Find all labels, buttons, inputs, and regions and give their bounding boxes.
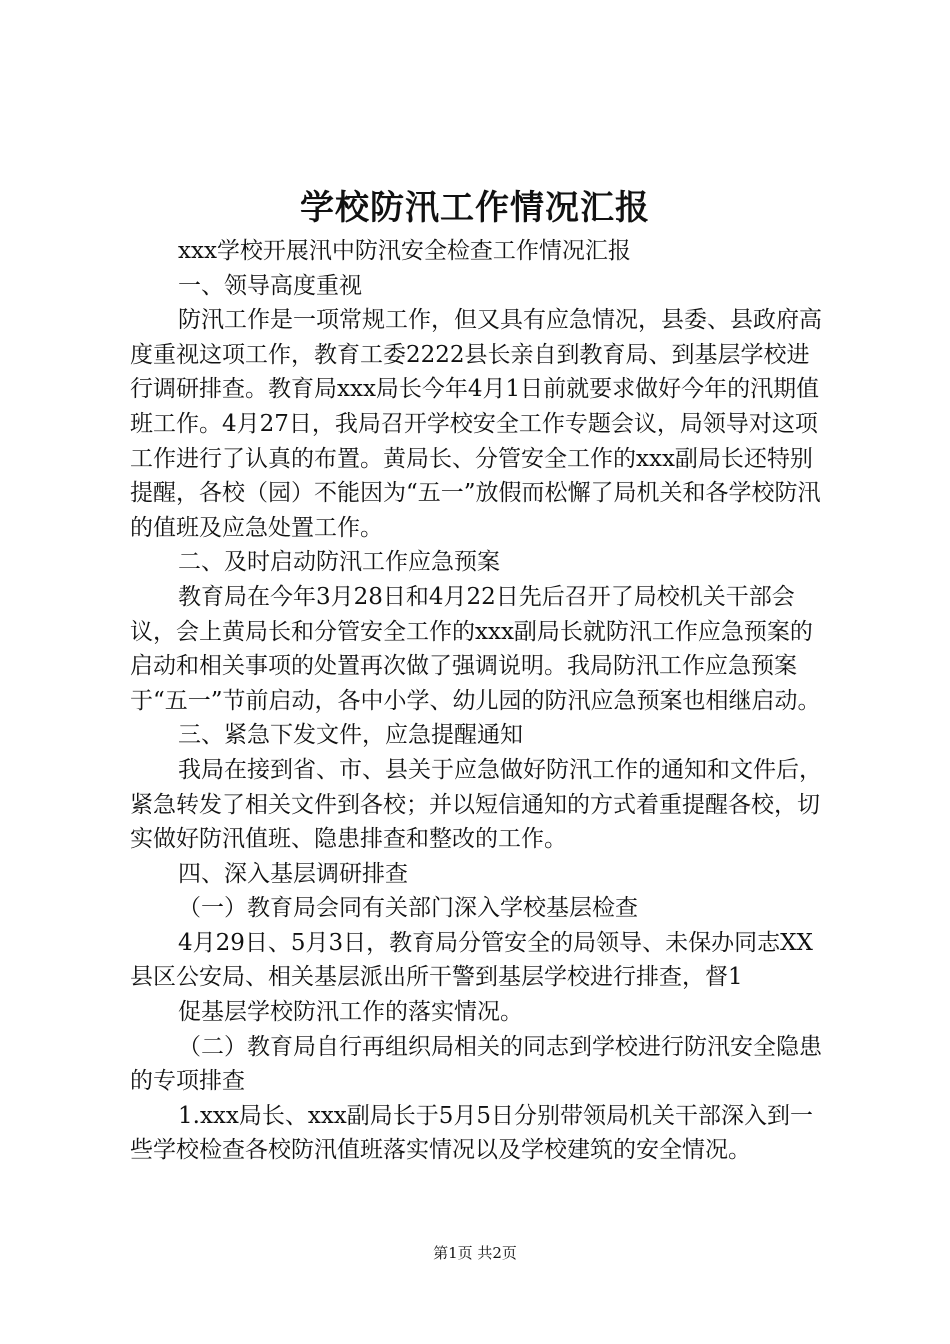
body-paragraph: 防汛工作是一项常规工作，但又具有应急情况，县委、县政府高度重视这项工作，教育工委2222县长亲自到教育局、到基层学校进行调研排查。教育局xxx局长今年4月1日前就要求做好今年的汛期值班工作。4月27日，我局召开学校安全工作专题会议，局领导对这项工作进行了认真的布置。黄局长、分管安全工作的xxx副局长还特别提醒，各校（园）不能因为“五一”放假而松懈了局机关和各学校防汛的值班及应急处置工作。	[130, 307, 822, 541]
subsection-heading-2: （二）教育局自行再组织局相关的同志到学校进行防汛安全隐患的专项排查	[130, 1033, 822, 1095]
body-paragraph: 教育局在今年3月28日和4月22日先后召开了局校机关干部会议，会上黄局长和分管安全工作的xxx副局长就防汛工作应急预案的启动和相关事项的处置再次做了强调说明。我局防汛工作应急预案于“五一”节前启动，各中小学、幼儿园的防汛应急预案也相继启动。	[130, 583, 821, 714]
subsection-heading-1: （一）教育局会同有关部门深入学校基层检查	[178, 895, 638, 922]
section-heading-1: 一、领导高度重视	[178, 272, 362, 299]
body-paragraph: 1.xxx局长、xxx副局长于5月5日分别带领局机关干部深入到一些学校检查各校防汛值班落实情况以及学校建筑的安全情况。	[130, 1102, 814, 1164]
body-paragraph: 我局在接到省、市、县关于应急做好防汛工作的通知和文件后，紧急转发了相关文件到各校；并以短信通知的方式着重提醒各校，切实做好防汛值班、隐患排查和整改的工作。	[130, 756, 822, 853]
subtitle-paragraph: xxx学校开展汛中防汛安全检查工作情况汇报	[178, 238, 631, 264]
body-paragraph: 促基层学校防汛工作的落实情况。	[178, 999, 523, 1026]
document-body	[130, 234, 830, 1168]
section-heading-3: 三、紧急下发文件，应急提醒通知	[178, 722, 523, 749]
document-title: 学校防汛工作情况汇报	[300, 188, 650, 228]
section-heading-4: 四、深入基层调研排查	[178, 860, 408, 887]
page-number-footer: 第1页 共2页	[433, 1244, 517, 1262]
body-paragraph: 4月29日、5月3日，教育局分管安全的局领导、未保办同志XX县区公安局、相关基层派出所干警到基层学校进行排查，督1	[130, 929, 813, 991]
section-heading-2: 二、及时启动防汛工作应急预案	[178, 549, 500, 576]
